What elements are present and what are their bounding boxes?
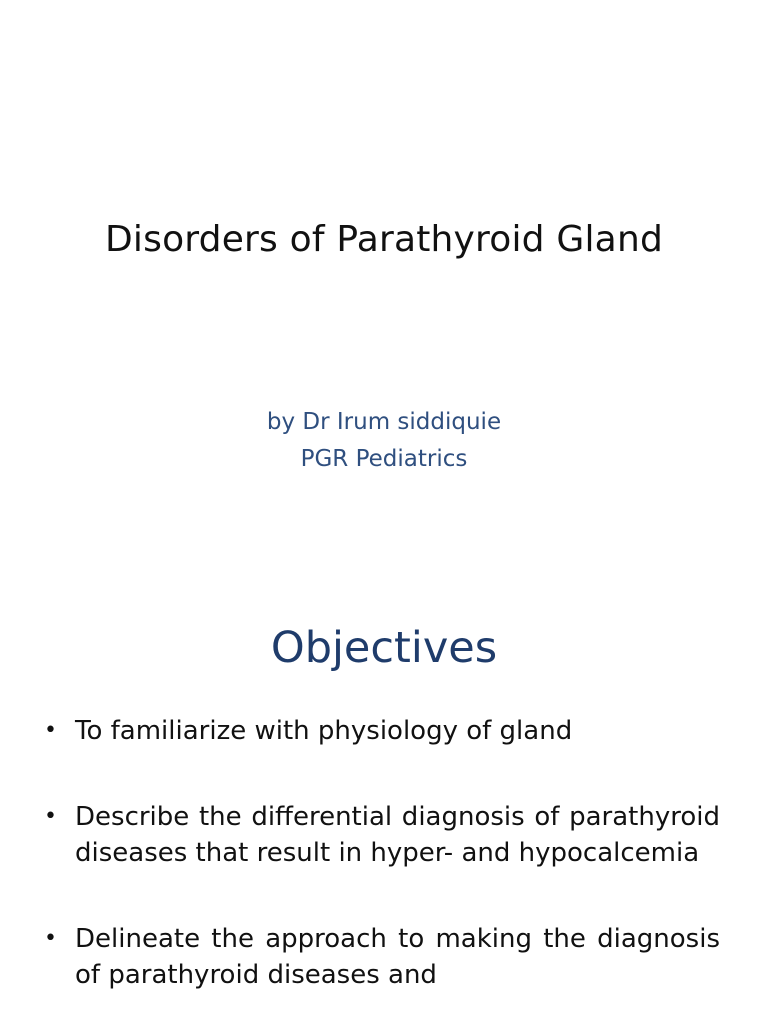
list-item	[44, 799, 720, 871]
presentation-title: Disorders of Parathyroid Gland	[104, 219, 664, 260]
presenter-info	[0, 404, 768, 478]
role-line: PGR Pediatrics	[300, 446, 468, 472]
list-item	[44, 713, 720, 749]
list-item	[44, 921, 720, 993]
objectives-list	[44, 713, 720, 1024]
objectives-slide	[0, 550, 768, 1024]
bullet-text: • Describe the differential diagnosis of parathyroid diseases that result in hyper- and hypocalcemia	[75, 802, 720, 868]
bullet-text: • To familiarize with physiology of gland	[75, 716, 573, 746]
author-line: by Dr Irum siddiquie	[266, 409, 502, 435]
objectives-heading: Objectives	[270, 623, 498, 673]
bullet-text: • Delineate the approach to making the diagnosis of parathyroid diseases and	[75, 924, 720, 990]
